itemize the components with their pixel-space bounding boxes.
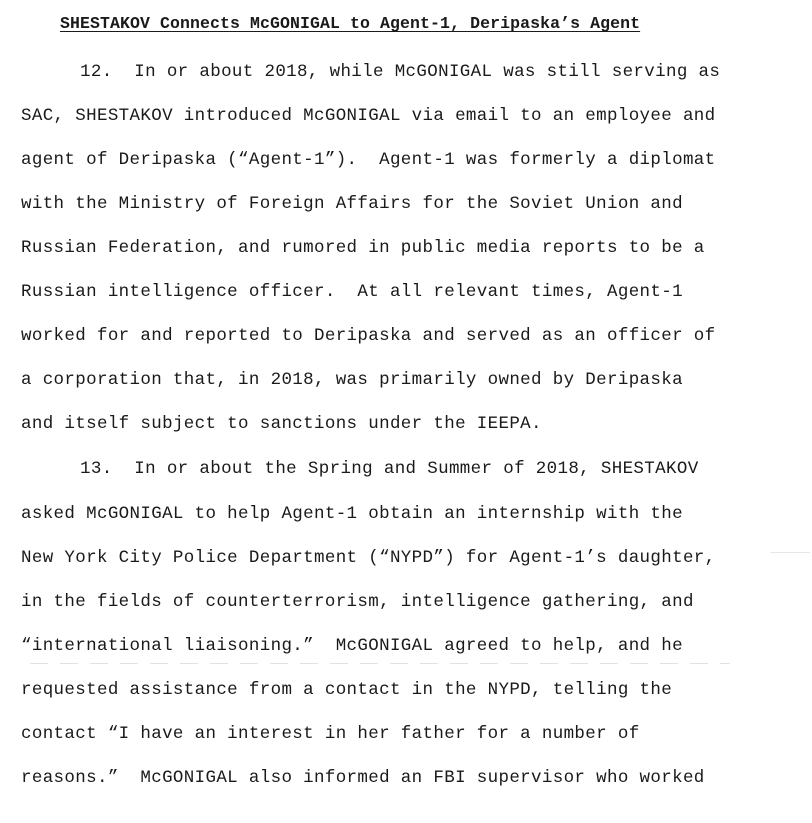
paragraph-12-line-2: SAC, SHESTAKOV introduced McGONIGAL via email to an employee and [21,106,716,126]
paragraph-13-line-2: asked McGONIGAL to help Agent-1 obtain an internship with the [21,504,683,524]
paragraph-12-line-4: with the Ministry of Foreign Affairs for the Soviet Union and [21,194,683,214]
paragraph-13-line-3: New York City Police Department (“NYPD”) for Agent-1’s daughter, [21,548,716,568]
paragraph-13-line-7: contact “I have an interest in her father for a number of [21,724,640,744]
paragraph-13-line-1: 13. In or about the Spring and Summer of 2018, SHESTAKOV [80,459,699,479]
paragraph-12-line-9: and itself subject to sanctions under the IEEPA. [21,414,542,434]
paragraph-12-line-8: a corporation that, in 2018, was primarily owned by Deripaska [21,370,683,390]
paragraph-12-line-6: Russian intelligence officer. At all relevant times, Agent-1 [21,282,683,302]
paragraph-13-line-4: in the fields of counterterrorism, intelligence gathering, and [21,592,694,612]
paragraph-13-line-6: requested assistance from a contact in the NYPD, telling the [21,680,673,700]
paragraph-13-line-5: “international liaisoning.” McGONIGAL agreed to help, and he [21,636,683,656]
scan-artifact-mark [770,552,810,553]
scan-artifact-line [30,663,730,664]
paragraph-12-line-7: worked for and reported to Deripaska and served as an officer of [21,326,716,346]
section-heading: SHESTAKOV Connects McGONIGAL to Agent-1, Deripaska’s Agent [60,14,641,33]
paragraph-12-line-5: Russian Federation, and rumored in public media reports to be a [21,238,705,258]
paragraph-12-line-3: agent of Deripaska (“Agent-1”). Agent-1 was formerly a diplomat [21,150,716,170]
paragraph-13-line-8: reasons.” McGONIGAL also informed an FBI supervisor who worked [21,768,705,788]
paragraph-12-line-1: 12. In or about 2018, while McGONIGAL was still serving as [80,62,721,82]
